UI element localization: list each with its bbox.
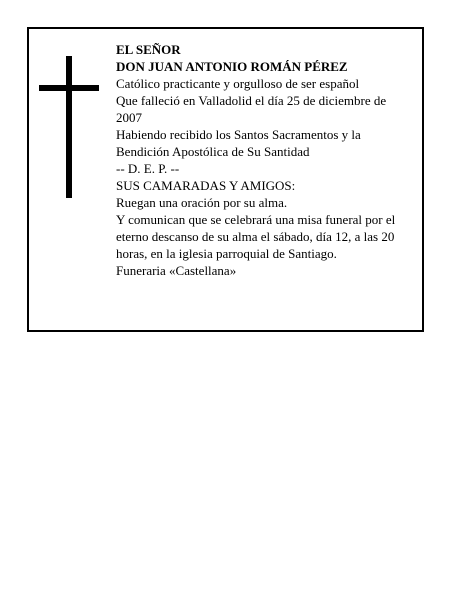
funeral-home-line: Funeraria «Castellana»: [116, 263, 237, 278]
prayer-line: Ruegan una oración por su alma.: [116, 195, 288, 210]
cross-horizontal-bar: [39, 85, 99, 91]
obituary-notice: [27, 27, 424, 332]
sacraments-line: Habiendo recibido los Santos Sacramentos y la Bendición Apostólica de Su Santidad: [116, 127, 361, 159]
deceased-name: DON JUAN ANTONIO ROMÁN PÉREZ: [116, 59, 348, 74]
notice-text: [116, 41, 414, 279]
from-line: SUS CAMARADAS Y AMIGOS:: [116, 178, 296, 193]
rip-line: -- D. E. P. --: [116, 161, 180, 176]
heading-title: EL SEÑOR: [116, 42, 181, 57]
mass-line: Y comunican que se celebrará una misa funeral por el eterno descanso de su alma el sábado, día 12, a las 20 horas, en la iglesia parroquial de Santiago.: [116, 212, 396, 261]
description-line: Católico practicante y orgulloso de ser español: [116, 76, 360, 91]
cross-vertical-bar: [66, 56, 72, 198]
death-line: Que falleció en Valladolid el día 25 de diciembre de 2007: [116, 93, 387, 125]
